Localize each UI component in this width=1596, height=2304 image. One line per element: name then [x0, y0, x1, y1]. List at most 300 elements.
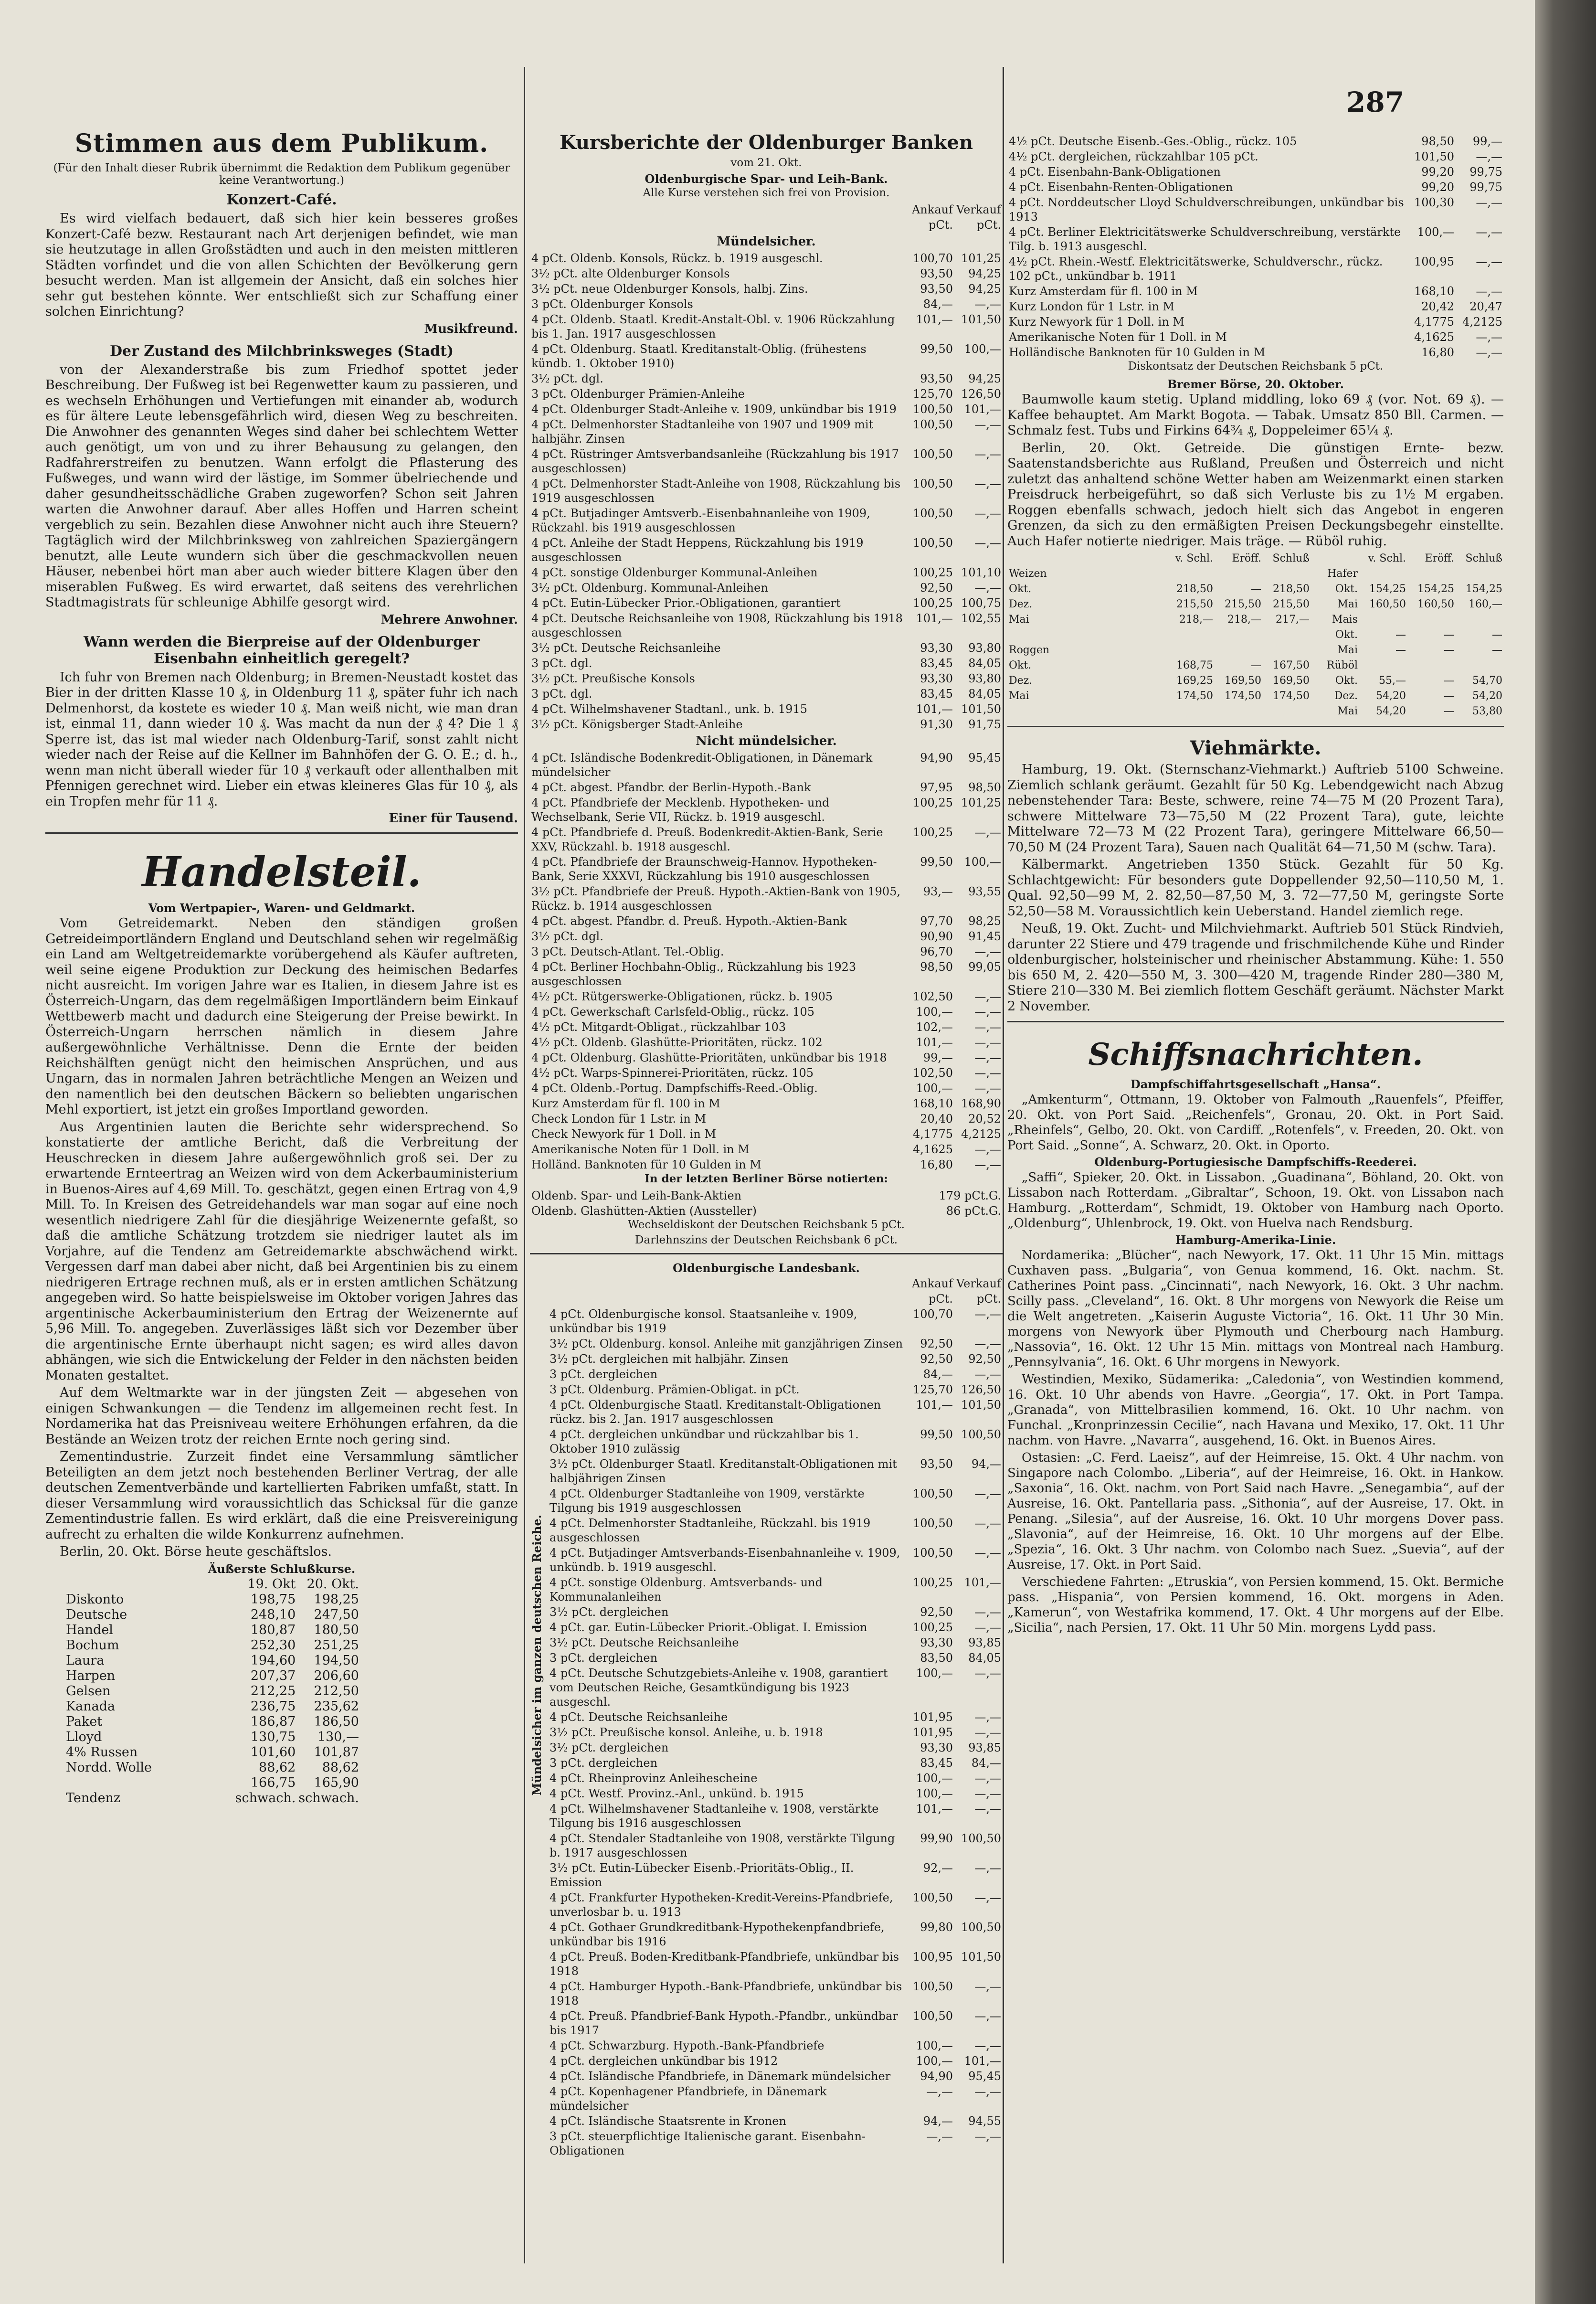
row-label: 4 pCt. sonstige Oldenburg. Amtsverbands- und Kommunalanleihen	[550, 1576, 823, 1603]
row-value: —,—	[974, 1861, 1001, 1875]
row-value: 100,25	[913, 1621, 953, 1634]
row-label: 4½ pCt. Rhein.-Westf. Elektricitätswerke, Schuldverschr., rückz. 102 pCt., unkündbar b. 1911	[1009, 255, 1383, 283]
row-value: —,—	[926, 2085, 953, 2098]
row-value: 100,—	[916, 1787, 953, 1800]
row-value: 94,90	[920, 2070, 953, 2083]
kurs-row	[548, 1604, 1003, 1620]
column-header: 20. Okt.	[307, 1576, 359, 1592]
row-label: Holländ. Banknoten für 10 Gulden in M	[531, 1158, 761, 1171]
row-value: 99,90	[920, 1832, 953, 1845]
kurs-row	[1007, 195, 1504, 224]
bank2-table	[548, 1276, 1003, 2158]
kurs-row	[530, 611, 1003, 640]
column-2	[530, 72, 1003, 2268]
row-value: 160,50	[1417, 598, 1454, 610]
kurs-row	[530, 1142, 1003, 1157]
ship-heading: Hamburg-Amerika-Linie.	[1175, 1233, 1336, 1247]
kurs-row	[548, 2053, 1003, 2069]
page-number: 287	[1346, 86, 1405, 118]
row-value: 98,50	[920, 960, 953, 974]
kurs-row	[548, 1545, 1003, 1575]
row-value: —	[1444, 705, 1454, 717]
header-row	[530, 217, 1003, 233]
ship-text: „Saffi“, Spieker, 20. Okt. in Lissabon. „Guadinana“, Böhland, 20. Okt. von Lissabon nach Rotterdam. „Gibraltar“, Schoon, 19. Okt. von Lissabon nach Hamburg. „Rotterdam“, Schmidt, 19. Oktober von Hamburg nach Oporto. „Oldenburg“, Uhlenbrock, 19. Okt. von Huelva nach Rendsburg.	[1007, 1170, 1504, 1231]
kurs-row	[530, 959, 1003, 989]
row-value: —,—	[974, 1036, 1001, 1049]
kurs-row	[1007, 345, 1504, 360]
row-value: 84,—	[971, 1756, 1001, 1770]
row-label: 4 pCt. Isländische Bodenkredit-Obligationen, in Dänemark mündelsicher	[531, 751, 873, 779]
row-label: Kurz Newyork für 1 Doll. in M	[1009, 315, 1184, 329]
row-value: 20,52	[968, 1112, 1001, 1125]
row-value: 100,30	[1414, 196, 1454, 209]
row-value	[1263, 566, 1311, 582]
row-value: 100,50	[913, 1891, 953, 1904]
bank-name: Oldenburgische Landesbank.	[673, 1261, 860, 1275]
kurs-row	[530, 446, 1003, 476]
row-value: 83,45	[920, 657, 953, 670]
row-value: —,—	[974, 1020, 1001, 1034]
row-label: 4 pCt. Deutsche Reichsanleihe von 1908, Rückzahlung bis 1918 ausgeschlossen	[531, 612, 903, 639]
kurs-row	[1007, 149, 1504, 164]
row-label: 3 pCt. steuerpflichtige Italienische garant. Eisenbahn-Obligationen	[550, 2130, 866, 2157]
kurs-row	[64, 1791, 360, 1806]
kurs-row	[530, 780, 1003, 795]
vieh-text: Hamburg, 19. Okt. (Sternschanz-Viehmarkt.) Auftrieb 5100 Schweine. Ziemlich schlank geräumt. Gezahlt für 50 Kg. Lebendgewicht nach Abzug nebenstehender Tara: Beste, schwere, reine 74—75 M (20 Prozent Tara), schwere Mittelware 73—75,50 M (22 Prozent Tara), gute, leichte Mittelware 72—73 M (22 Prozent Tara), geringere Mittelware 66,50—70,50 M (24 Prozent Tara), Sauen nach Qualität 64—71,50 M (schw. Tara).	[1007, 762, 1504, 855]
row-value: Mai	[1337, 644, 1358, 656]
row-value: —,—	[1476, 285, 1502, 298]
row-label: Holländische Banknoten für 10 Gulden in M	[1009, 346, 1266, 359]
column-header: 19. Okt	[247, 1576, 296, 1592]
row-value: 101,50	[961, 1398, 1001, 1412]
row-label: 4 pCt. sonstige Oldenburger Kommunal-Anleihen	[531, 566, 818, 579]
row-value: 207,37	[250, 1668, 296, 1683]
row-value	[1359, 658, 1407, 673]
column-header: pCt.	[977, 218, 1001, 232]
column-header: pCt.	[977, 1292, 1001, 1306]
row-label: 3½ pCt. Oldenburger Staatl. Kreditanstalt-Obligationen mit halbjährigen Zinsen	[550, 1457, 897, 1485]
row-label: 4 pCt. Oldenburger Stadtanleihe von 1909, verstärkte Tilgung bis 1919 ausgeschlossen	[550, 1487, 865, 1515]
row-label: 4 pCt. Gewerkschaft Carlsfeld-Oblig., rückz. 105	[531, 1005, 814, 1019]
row-label	[1007, 704, 1166, 719]
row-value: 92,50	[968, 1352, 1001, 1366]
column-header	[530, 217, 906, 233]
row-label: 4 pCt. Eisenbahn-Renten-Obligationen	[1009, 180, 1233, 194]
row-label: Harpen	[66, 1668, 116, 1683]
row-value: 125,70	[913, 1383, 953, 1396]
kurs-row	[530, 1004, 1003, 1019]
vieh-text: Kälbermarkt. Angetrieben 1350 Stück. Gezahlt für 50 Kg. Schlachtgewicht: Für besonders gute Doppellender 92,50—110,50 M, 1. Qual. 92,50—99 M, 2. 82,50—87,50 M, 3. 72—77,50 M, geringste Sorte 52,50—58 M. Voraussichtlich kein Ueberstand. Handel ziemlich rege.	[1007, 857, 1504, 919]
kurs-row	[530, 944, 1003, 959]
row-value: 93,85	[968, 1741, 1001, 1754]
row-value: —	[1492, 629, 1502, 641]
bank1-table	[530, 202, 1003, 1172]
row-value: —,—	[974, 1802, 1001, 1816]
row-label: 3½ pCt. alte Oldenburger Konsols	[531, 267, 730, 280]
row-value: 100,—	[916, 1082, 953, 1095]
kurs-row	[1007, 134, 1504, 149]
row-label: 3 pCt. dergleichen	[550, 1651, 658, 1665]
getreide-row	[1007, 597, 1504, 612]
kurs-row	[548, 1949, 1003, 1979]
row-value: 100,—	[916, 2039, 953, 2052]
row-value: 94,25	[968, 267, 1001, 280]
getreide-row	[1007, 612, 1504, 627]
row-value: 101,50	[961, 1950, 1001, 1964]
ship-heading: Dampfschiffahrtsgesellschaft „Hansa“.	[1130, 1077, 1381, 1091]
row-label: Oldenb. Glashütten-Aktien (Aussteller)	[531, 1204, 757, 1218]
row-value: 99,—	[1472, 135, 1502, 148]
row-value: 101,—	[916, 1036, 953, 1049]
kurs-row	[530, 656, 1003, 671]
row-label: 4 pCt. Oldenburg. Glashütte-Prioritäten, unkündbar bis 1918	[531, 1051, 887, 1064]
row-label: Lloyd	[66, 1729, 102, 1744]
kurs-row	[1007, 299, 1504, 314]
row-value: Hafer	[1327, 568, 1358, 580]
landesbank-block	[530, 1276, 1003, 2158]
row-value: 100,50	[913, 1487, 953, 1500]
bank-name: Oldenburgische Spar- und Leih-Bank.	[645, 172, 888, 186]
row-value: 88,62	[322, 1760, 359, 1775]
row-value: —,—	[974, 1082, 1001, 1095]
row-value: —,—	[1476, 255, 1502, 268]
row-value: 160,50	[1369, 598, 1406, 610]
row-value: 100,50	[913, 447, 953, 461]
section-label: Nicht mündelsicher.	[696, 734, 837, 748]
section-title-schiff: Schiffsnachrichten.	[1088, 1037, 1423, 1072]
row-value: 97,95	[920, 781, 953, 794]
row-label: 4 pCt. Oldenburgische Staatl. Kreditanstalt-Obligationen rückz. bis 2. Jan. 1917 ausgeschlossen	[550, 1398, 881, 1426]
row-label: 4% Russen	[66, 1744, 138, 1760]
row-value: —,—	[974, 945, 1001, 958]
kurs-row	[530, 1065, 1003, 1081]
row-value: 54,20	[1376, 705, 1406, 717]
row-value: 54,20	[1472, 690, 1502, 702]
row-label: 3 pCt. dergleichen	[550, 1756, 658, 1770]
row-value: 93,30	[920, 1636, 953, 1649]
row-value: 93,30	[920, 641, 953, 655]
column-header: Eröff.	[1232, 552, 1261, 564]
row-label: Kanada	[66, 1699, 116, 1714]
row-value: 217,—	[1276, 614, 1310, 626]
divider	[1007, 726, 1504, 727]
row-value: 94,90	[920, 751, 953, 764]
kurs-row	[530, 929, 1003, 944]
kurs-row	[530, 312, 1003, 341]
row-label: 3½ pCt. Preußische konsol. Anleihe, u. b. 1918	[550, 1726, 823, 1739]
kurs-row	[64, 1653, 360, 1668]
row-value: —	[1444, 690, 1454, 702]
row-value: 92,—	[923, 1861, 953, 1875]
row-value: Okt.	[1335, 583, 1358, 595]
kurs-row	[548, 2084, 1003, 2113]
row-value: 167,50	[1273, 659, 1310, 671]
kurs-row	[530, 476, 1003, 506]
kurs-row	[530, 341, 1003, 371]
row-label: Diskonto	[66, 1592, 124, 1607]
row-value: 165,90	[314, 1775, 359, 1790]
row-label: 3 pCt. Oldenburger Prämien-Anleihe	[531, 387, 745, 401]
row-value: 91,30	[920, 718, 953, 731]
row-value: 95,45	[968, 2070, 1001, 2083]
row-value: 168,75	[1176, 659, 1213, 671]
row-value: 194,50	[314, 1653, 359, 1668]
row-label: 4 pCt. Oldenburg. Staatl. Kreditanstalt-Oblig. (frühestens kündb. 1. Oktober 1910)	[531, 342, 867, 370]
berlin-table	[530, 1188, 1003, 1219]
kurs-row	[548, 1755, 1003, 1771]
row-label: 4 pCt. abgest. Pfandbr. d. Preuß. Hypoth.-Aktien-Bank	[531, 914, 847, 928]
row-label: 4 pCt. Delmenhorster Stadtanleihe, Rückzahl. bis 1919 ausgeschlossen	[550, 1517, 871, 1544]
kurs-row	[548, 1351, 1003, 1367]
row-label: Oldenb. Spar- und Leih-Bank-Aktien	[531, 1189, 742, 1202]
kurs-row	[548, 1771, 1003, 1786]
getreide-table	[1007, 551, 1504, 719]
kurse-table	[64, 1577, 360, 1806]
kurs-row	[64, 1714, 360, 1730]
kurs-row	[548, 1979, 1003, 2008]
row-value: —,—	[974, 1772, 1001, 1785]
row-value: 101,10	[961, 566, 1001, 579]
kurs-row	[530, 825, 1003, 854]
row-value: 247,50	[314, 1607, 359, 1622]
row-value: —,—	[974, 2009, 1001, 2023]
kurs-row	[1007, 254, 1504, 284]
row-label: 3 pCt. dgl.	[531, 687, 592, 701]
bremen-heading: Bremer Börse, 20. Oktober.	[1167, 377, 1344, 391]
vertical-label: Mündelsicher im ganzen deutschen Reiche.	[530, 1515, 544, 1796]
section-title-publikum: Stimmen aus dem Publikum.	[74, 129, 489, 158]
row-value: 91,45	[968, 930, 1001, 943]
row-value: 4,1775	[913, 1127, 953, 1141]
row-label: 3 pCt. Oldenburger Konsols	[531, 297, 693, 311]
section-row	[530, 732, 1003, 750]
row-value: 100,50	[913, 418, 953, 431]
kurs-row	[64, 1668, 360, 1684]
row-value: 99,75	[1469, 180, 1502, 194]
row-label: 3½ pCt. Deutsche Reichsanleihe	[550, 1636, 739, 1649]
row-label: 3½ pCt. Preußische Konsols	[531, 672, 695, 685]
column-header: Eröff.	[1425, 552, 1454, 564]
row-value: 100,50	[913, 403, 953, 416]
row-value: 100,95	[913, 1950, 953, 1964]
kurs-row	[530, 1203, 1003, 1219]
row-label	[64, 1775, 234, 1791]
row-value	[1215, 704, 1263, 719]
article-text: Aus Argentinien lauten die Berichte sehr widersprechend. So konstatierte der amtliche Bericht, daß die Verbreitung der Heuschrecken in diesem Jahre außergewöhnlich groß sei. Der zu erwartende Ernteertrag an Weizen wird von dem Ackerbauministerium in Buenos-Aires auf 4,69 Mill. To. geschätzt, gegen einen Ertrag von 4,9 Mill. To. In Kreisen des Getreidehandels war man sogar auf eine noch wesentlich niedrigere Zahl für die diesjährige Weizenernte gefaßt, so daß die amtliche Schätzung trotzdem sie niedriger lautet als im Vorjahre, auf die Tendenz am Getreidemarkte abschwächend wirkt. Vergessen darf man dabei aber nicht, daß bei Argentinien bis zu einem niedrigeren Ertrage rechnen muß, als er in ersten amtlichen Schätzung angegeben wird. So hatte beispielsweise im Oktober vorigen Jahres das argentinische Ackerbauministerium den Ertrag der Weizenernte auf 5,96 Mill. To. angegeben. Zuverlässiges läßt sich vor Dezember über die argentinische Ernte überhaupt nicht sagen; es wird alles davon abhängen, wie sich die Entwickelung der Felder in den nächsten beiden Monaten gestaltet.	[45, 1119, 518, 1383]
row-value: 98,50	[1421, 135, 1454, 148]
row-value: 186,50	[314, 1714, 359, 1729]
row-value: 212,50	[314, 1683, 359, 1699]
row-value	[1215, 627, 1263, 643]
divider	[1007, 1021, 1504, 1022]
kurs-row	[548, 1575, 1003, 1604]
row-value: 93,30	[920, 1741, 953, 1754]
row-value: —,—	[974, 1891, 1001, 1904]
row-value: 101,50	[961, 702, 1001, 716]
row-label: 4 pCt. Oldenburgische konsol. Staatsanleihe v. 1909, unkündbar bis 1919	[550, 1307, 857, 1335]
row-value: 100,50	[913, 536, 953, 550]
row-value: —,—	[974, 1051, 1001, 1064]
row-value: Okt.	[1335, 629, 1358, 641]
row-value: 179 pCt.G.	[939, 1189, 1001, 1202]
diskont-line: Wechseldiskont der Deutschen Reichsbank 5 pCt.	[628, 1219, 905, 1231]
row-value: 194,60	[250, 1653, 296, 1668]
row-label: 4 pCt. Deutsche Reichsanleihe	[550, 1710, 728, 1724]
kurs-row	[548, 1666, 1003, 1709]
row-label: Kurz Amsterdam für fl. 100 in M	[531, 1097, 720, 1110]
row-label: 4½ pCt. Deutsche Eisenb.-Ges.-Oblig., rückz. 105	[1009, 135, 1297, 148]
section-label: Mündelsicher.	[717, 234, 816, 249]
row-label: 4 pCt. Eisenbahn-Bank-Obligationen	[1009, 165, 1221, 179]
row-value: —,—	[974, 297, 1001, 311]
row-value: 215,50	[1176, 598, 1213, 610]
section-title-handelsteil: Handelsteil.	[142, 848, 422, 896]
page-edge	[1535, 0, 1596, 2304]
row-label: 4 pCt. Isländische Staatsrente in Kronen	[550, 2114, 786, 2128]
row-value: —,—	[926, 2130, 953, 2143]
kurs-row	[548, 1650, 1003, 1666]
row-value: 101,—	[964, 1576, 1001, 1589]
row-label: Okt.	[1009, 583, 1032, 595]
row-value: 215,50	[1225, 598, 1261, 610]
getreide-row	[1007, 643, 1504, 658]
row-label: 3 pCt. dergleichen	[550, 1368, 658, 1381]
kurs-row	[548, 1516, 1003, 1545]
kurs-row	[548, 1890, 1003, 1920]
row-value: 180,50	[314, 1622, 359, 1637]
row-label: 4½ pCt. Mitgardt-Obligat., rückzahlbar 103	[531, 1020, 786, 1034]
row-value: —,—	[974, 2085, 1001, 2098]
row-value: —,—	[974, 1158, 1001, 1171]
kurs-row	[64, 1684, 360, 1699]
row-value: 90,90	[920, 930, 953, 943]
row-value: 99,—	[923, 1051, 953, 1064]
article-text: Auf dem Weltmarkte war in der jüngsten Zeit — abgesehen von einigen Schwankungen — die Tendenz im allgemeinen recht fest. In Nordamerika hat das Preisniveau weitere Erhöhungen erfahren, da die Bestände an Weizen trotz der reichen Ernte noch gering sind.	[45, 1385, 518, 1447]
kurs-row	[548, 1786, 1003, 1801]
row-value: 84,05	[968, 1651, 1001, 1665]
row-label: 3½ pCt. dergleichen mit halbjähr. Zinsen	[550, 1352, 789, 1366]
row-value: —,—	[974, 1517, 1001, 1530]
row-value: 98,50	[968, 781, 1001, 794]
kurs-row	[1007, 164, 1504, 180]
row-value: 154,25	[1417, 583, 1454, 595]
column-header	[548, 1291, 906, 1306]
provision-note: Alle Kurse verstehen sich frei von Provision.	[643, 187, 890, 199]
berlin-note: In der letzten Berliner Börse notierten:	[645, 1172, 888, 1185]
row-value: 126,50	[961, 1383, 1001, 1396]
row-value: Rüböl	[1326, 659, 1358, 671]
row-value: 92,50	[920, 581, 953, 595]
row-value: 93,55	[968, 885, 1001, 898]
row-value	[1263, 627, 1311, 643]
row-label: 4 pCt. Schwarzburg. Hypoth.-Bank-Pfandbriefe	[550, 2039, 824, 2052]
row-value: 96,70	[920, 945, 953, 958]
kurs-row	[530, 417, 1003, 446]
row-value: 93,80	[968, 672, 1001, 685]
row-value: 94,—	[923, 2114, 953, 2128]
section-title-vieh: Viehmärkte.	[1190, 737, 1321, 759]
row-label: 4 pCt. Gothaer Grundkreditbank-Hypothekenpfandbriefe, unkündbar bis 1916	[550, 1921, 885, 1948]
row-label: 4 pCt. Deutsche Schutzgebiets-Anleihe v. 1908, garantiert vom Deutschen Reiche, Gesamtkündigung bis 1923 ausgeschl.	[550, 1667, 888, 1709]
row-value: —,—	[974, 826, 1001, 839]
kurs-row	[548, 2069, 1003, 2084]
kurs-row	[64, 1760, 360, 1775]
row-value: 168,10	[913, 1097, 953, 1110]
kurs-row	[530, 701, 1003, 717]
kurs-row	[1007, 224, 1504, 254]
kurs-row	[530, 989, 1003, 1004]
kurs-row	[64, 1623, 360, 1638]
row-value: 102,50	[913, 1066, 953, 1080]
row-value: —,—	[1476, 225, 1502, 239]
row-value: 94,—	[971, 1457, 1001, 1471]
row-value: 101,—	[964, 2054, 1001, 2068]
row-value: —	[1395, 644, 1406, 656]
kurs-row	[1007, 284, 1504, 299]
row-value: 206,60	[314, 1668, 359, 1683]
row-label: 3 pCt. Deutsch-Atlant. Tel.-Oblig.	[531, 945, 724, 958]
row-value: Okt.	[1335, 675, 1358, 687]
row-label: 4 pCt. Pfandbriefe der Mecklenb. Hypotheken- und Wechselbank, Serie VII, Rückz. b. 1919 ausgeschl.	[531, 796, 830, 824]
ship-text: „Amkenturm“, Ottmann, 19. Oktober von Falmouth „Rauenfels“, Pfeiffer, 20. Okt. von Port Said. „Reichenfels“, Gronau, 20. Okt. in Port Said. „Rheinfels“, Gelbo, 20. Okt. von Cardiff. „Rotenfels“, v. Freeden, 20. Okt. von Port Said. „Sonne“, A. Schwarz, 20. Okt. in Oporto.	[1007, 1093, 1504, 1153]
row-value: —,—	[974, 477, 1001, 490]
kurs-row	[530, 371, 1003, 386]
row-value: 169,25	[1176, 675, 1213, 687]
row-value: 94,25	[968, 372, 1001, 385]
row-value	[1166, 704, 1215, 719]
row-value: 16,80	[920, 1158, 953, 1171]
row-label: 4 pCt. Frankfurter Hypotheken-Kredit-Vereins-Pfandbriefe, unverlosbar b. u. 1913	[550, 1891, 893, 1919]
article-text: Es wird vielfach bedauert, daß sich hier kein besseres großes Konzert-Café bezw. Restaurant nach Art derjenigen befindet, wie man sie heutzutage in allen Großstädten und auch in den meisten mittleren Städten vorfindet und die von allen Schichten der Bevölkerung gern besucht werden. Man ist allgemein der Ansicht, daß ein solches hier sehr gut bestehen könnte. Wer entschließt sich zur Schaffung einer solchen Einrichtung?	[45, 211, 518, 319]
kurs-row	[530, 1019, 1003, 1035]
row-value: 4,1625	[1414, 330, 1454, 344]
article-signature: Musikfreund.	[424, 321, 518, 336]
kurs-row	[530, 1157, 1003, 1172]
row-value: 97,70	[920, 914, 953, 928]
row-label: 4½ pCt. dergleichen, rückzahlbar 105 pCt.	[1009, 150, 1258, 163]
kurs-row	[530, 717, 1003, 732]
kurs-row	[548, 1620, 1003, 1635]
row-value: 218,50	[1176, 583, 1213, 595]
column-3	[1007, 72, 1504, 2268]
row-value: —,—	[974, 1307, 1001, 1321]
row-label	[1007, 627, 1166, 643]
row-label: 4½ pCt. Rütgerswerke-Obligationen, rückz. b. 1905	[531, 990, 833, 1003]
row-value: 99,50	[920, 855, 953, 869]
kurs-row	[64, 1775, 360, 1791]
kurs-row	[548, 1635, 1003, 1650]
row-value: 88,62	[259, 1760, 296, 1775]
row-value: 99,50	[920, 1428, 953, 1441]
row-value: 93,85	[968, 1636, 1001, 1649]
row-value	[1166, 627, 1215, 643]
diskont-line: Diskontsatz der Deutschen Reichsbank 5 pCt.	[1128, 360, 1384, 372]
column-header: Verkauf	[956, 1277, 1001, 1290]
row-label: 4 pCt. abgest. Pfandbr. der Berlin-Hypoth.-Bank	[531, 781, 811, 794]
getreide-row	[1007, 673, 1504, 689]
row-value: 101,—	[916, 702, 953, 716]
row-value: 174,50	[1225, 690, 1261, 702]
row-label: Amerikanische Noten für 1 Doll. in M	[1009, 330, 1227, 344]
row-label: Tendenz	[66, 1790, 121, 1805]
row-value: —,—	[974, 1143, 1001, 1156]
kurs-row	[548, 2113, 1003, 2129]
row-value: 130,75	[250, 1729, 296, 1744]
row-value: 100,—	[916, 1005, 953, 1019]
column-header: pCt.	[929, 1292, 953, 1306]
row-label: 4 pCt. Oldenb. Staatl. Kredit-Anstalt-Obl. v. 1906 Rückzahlung bis 1. Jan. 1917 ausgeschlossen	[531, 313, 895, 340]
kurs-row	[530, 854, 1003, 884]
